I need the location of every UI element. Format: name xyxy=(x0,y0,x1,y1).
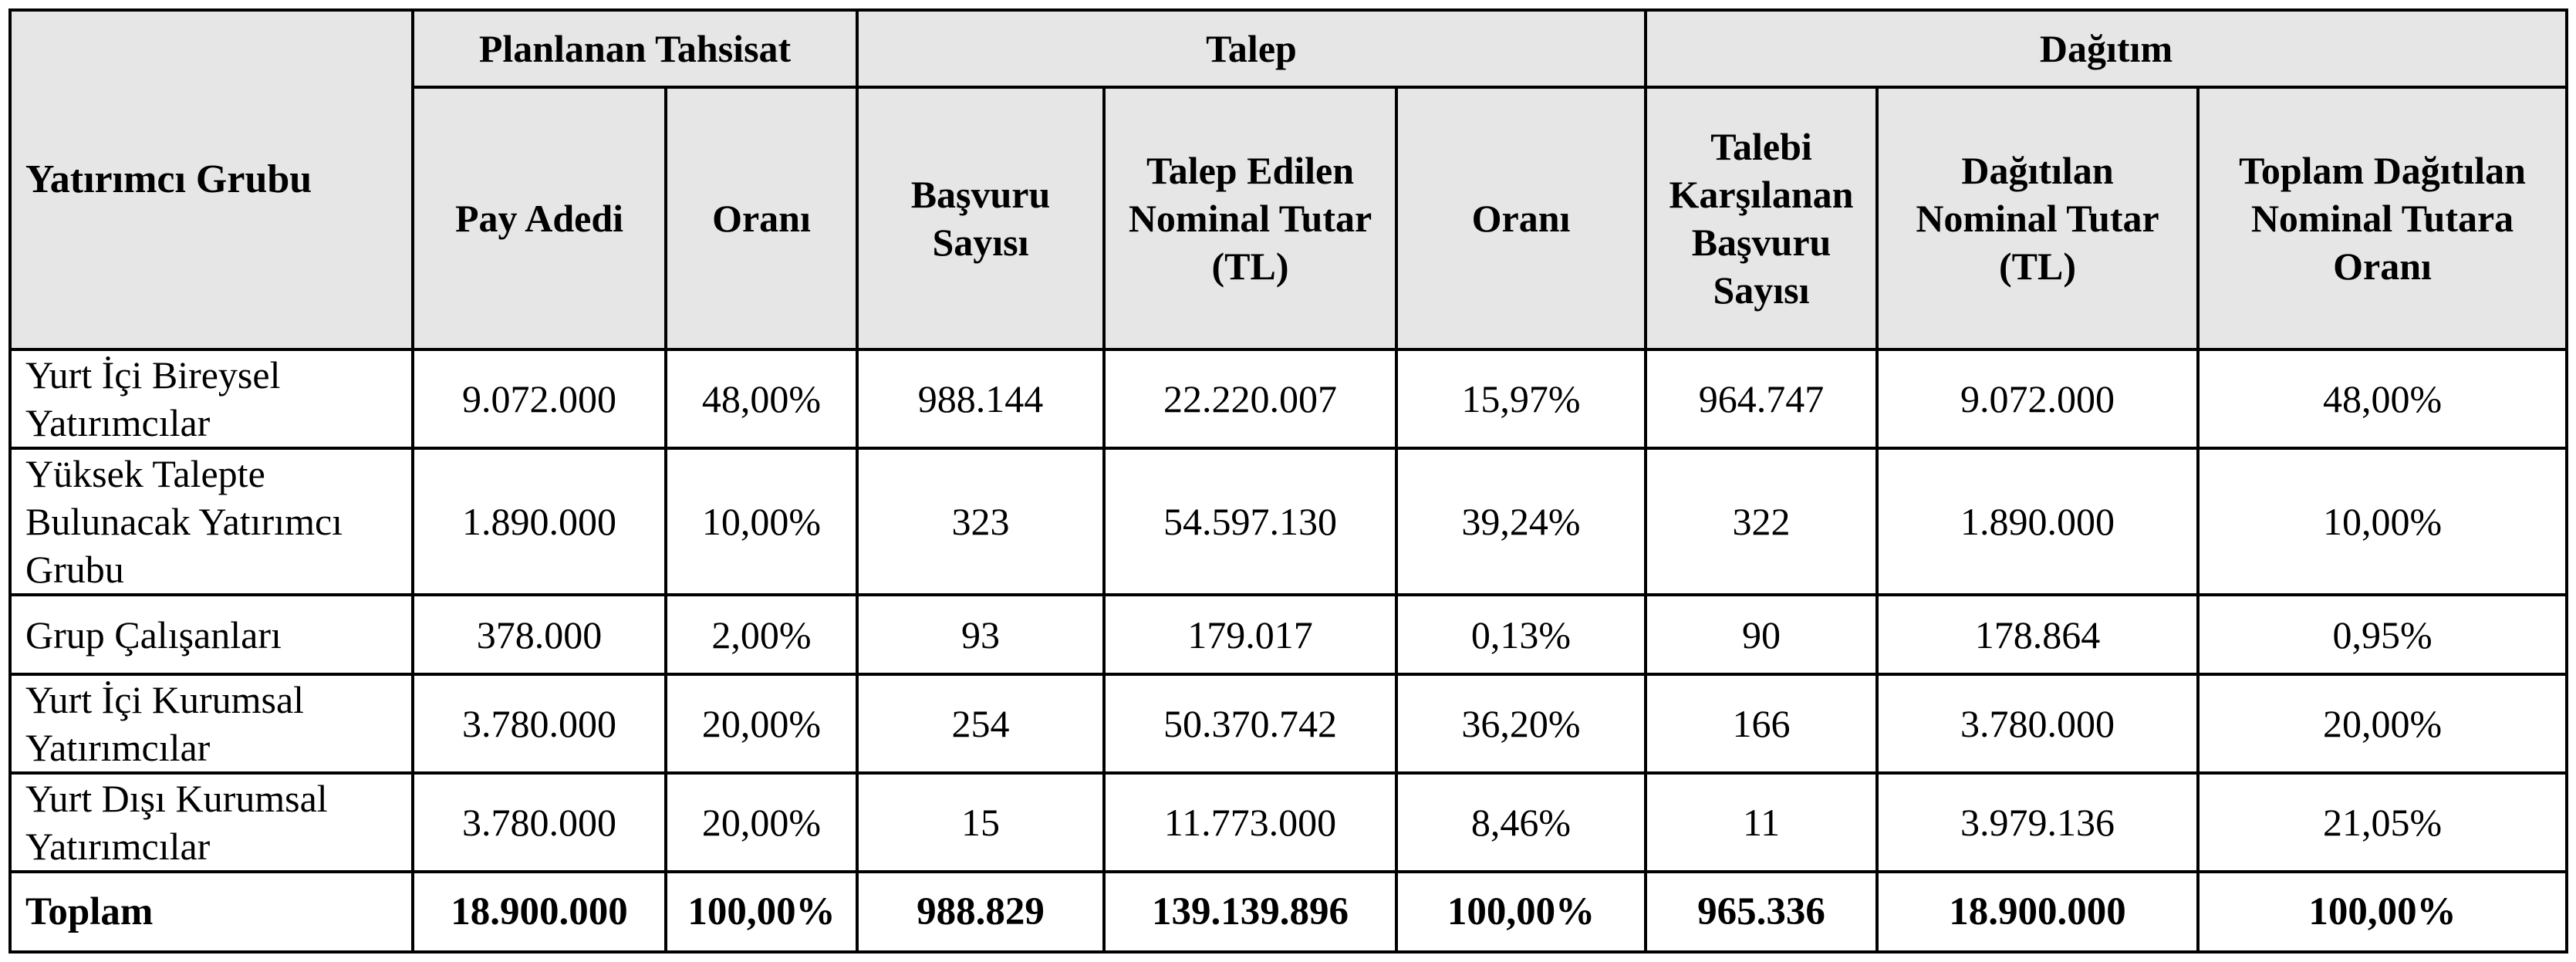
table-cell: 20,00% xyxy=(666,674,857,773)
total-cell: 965.336 xyxy=(1646,872,1877,952)
table-cell: 21,05% xyxy=(2198,773,2567,872)
table-cell: 3.979.136 xyxy=(1877,773,2198,872)
table-cell: 54.597.130 xyxy=(1104,448,1396,595)
header-investor-group: Yatırımcı Grubu xyxy=(10,10,413,349)
table-cell: 11 xyxy=(1646,773,1877,872)
header-requested-nominal: Talep Edilen Nominal Tutar (TL) xyxy=(1104,87,1396,349)
table-header xyxy=(10,10,2567,349)
header-distributed-ratio: Toplam Dağıtılan Nominal Tutara Oranı xyxy=(2198,87,2567,349)
header-section-planned-allocation: Planlanan Tahsisat xyxy=(413,10,857,87)
table-cell: 1.890.000 xyxy=(413,448,666,595)
header-application-count: Başvuru Sayısı xyxy=(857,87,1104,349)
table-cell: 8,46% xyxy=(1396,773,1646,872)
table-cell: 3.780.000 xyxy=(1877,674,2198,773)
total-cell: 100,00% xyxy=(2198,872,2567,952)
table-row xyxy=(10,595,2567,674)
table-cell: 254 xyxy=(857,674,1104,773)
header-demand-ratio: Oranı xyxy=(1396,87,1646,349)
table-cell: 166 xyxy=(1646,674,1877,773)
table-body xyxy=(10,349,2567,952)
table-cell: 10,00% xyxy=(666,448,857,595)
header-fulfilled-applications: Talebi Karşılanan Başvuru Sayısı xyxy=(1646,87,1877,349)
table-cell: 0,13% xyxy=(1396,595,1646,674)
table-cell: 964.747 xyxy=(1646,349,1877,448)
table-cell: 9.072.000 xyxy=(1877,349,2198,448)
row-group-name: Yurt Dışı Kurumsal Yatırımcılar xyxy=(10,773,413,872)
total-cell: 100,00% xyxy=(666,872,857,952)
table-row xyxy=(10,773,2567,872)
total-cell: 18.900.000 xyxy=(413,872,666,952)
table-cell: 1.890.000 xyxy=(1877,448,2198,595)
header-section-distribution: Dağıtım xyxy=(1646,10,2567,87)
header-section-demand: Talep xyxy=(857,10,1646,87)
row-group-name: Yurt İçi Kurumsal Yatırımcılar xyxy=(10,674,413,773)
table-cell: 179.017 xyxy=(1104,595,1396,674)
table-cell: 22.220.007 xyxy=(1104,349,1396,448)
total-cell: 100,00% xyxy=(1396,872,1646,952)
total-cell: 988.829 xyxy=(857,872,1104,952)
table-cell: 15,97% xyxy=(1396,349,1646,448)
total-label: Toplam xyxy=(10,872,413,952)
table-cell: 20,00% xyxy=(666,773,857,872)
row-group-name: Yüksek Talepte Bulunacak Yatırımcı Grubu xyxy=(10,448,413,595)
table-cell: 3.780.000 xyxy=(413,773,666,872)
header-row-sections xyxy=(10,10,2567,87)
table-cell: 322 xyxy=(1646,448,1877,595)
header-distributed-nominal: Dağıtılan Nominal Tutar (TL) xyxy=(1877,87,2198,349)
header-planned-ratio: Oranı xyxy=(666,87,857,349)
table-cell: 988.144 xyxy=(857,349,1104,448)
table-cell: 15 xyxy=(857,773,1104,872)
table-cell: 0,95% xyxy=(2198,595,2567,674)
total-cell: 18.900.000 xyxy=(1877,872,2198,952)
allocation-table xyxy=(8,8,2568,954)
table-cell: 9.072.000 xyxy=(413,349,666,448)
total-cell: 139.139.896 xyxy=(1104,872,1396,952)
total-row xyxy=(10,872,2567,952)
table-cell: 90 xyxy=(1646,595,1877,674)
table-cell: 50.370.742 xyxy=(1104,674,1396,773)
row-group-name: Grup Çalışanları xyxy=(10,595,413,674)
table-cell: 48,00% xyxy=(666,349,857,448)
table-cell: 20,00% xyxy=(2198,674,2567,773)
table-cell: 48,00% xyxy=(2198,349,2567,448)
table-cell: 39,24% xyxy=(1396,448,1646,595)
table-cell: 93 xyxy=(857,595,1104,674)
table-row xyxy=(10,349,2567,448)
table-cell: 2,00% xyxy=(666,595,857,674)
table-cell: 11.773.000 xyxy=(1104,773,1396,872)
table-cell: 178.864 xyxy=(1877,595,2198,674)
row-group-name: Yurt İçi Bireysel Yatırımcılar xyxy=(10,349,413,448)
table-cell: 3.780.000 xyxy=(413,674,666,773)
table-cell: 323 xyxy=(857,448,1104,595)
table-cell: 10,00% xyxy=(2198,448,2567,595)
table-cell: 378.000 xyxy=(413,595,666,674)
header-share-count: Pay Adedi xyxy=(413,87,666,349)
table-row xyxy=(10,448,2567,595)
table-row xyxy=(10,674,2567,773)
table-cell: 36,20% xyxy=(1396,674,1646,773)
